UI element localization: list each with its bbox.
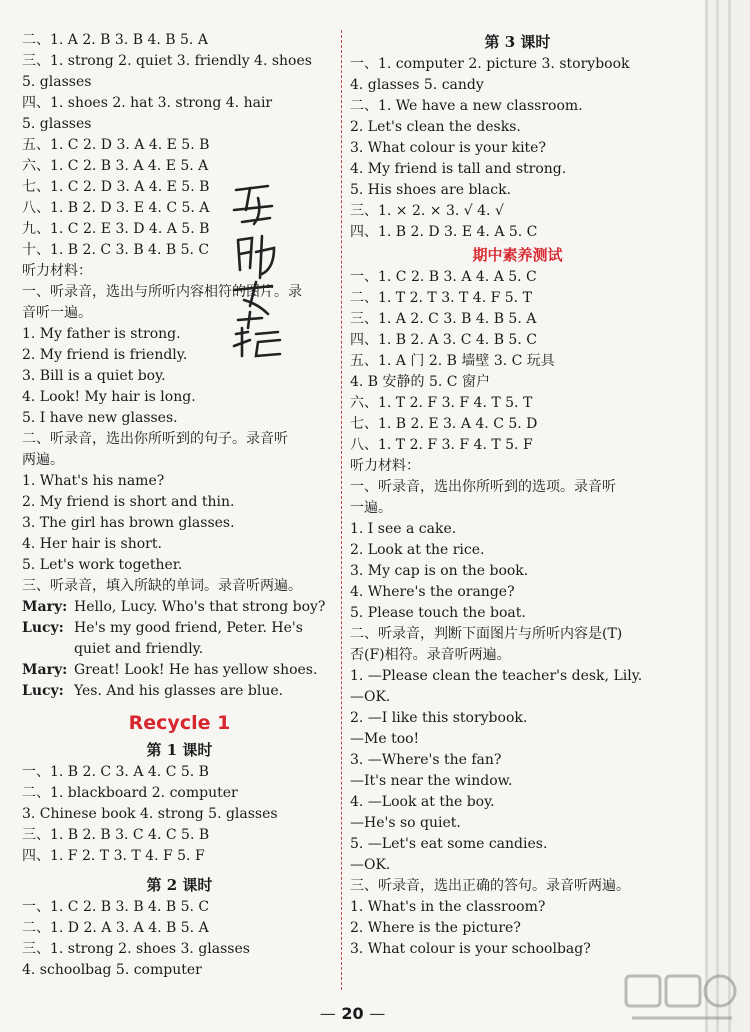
answer-line: 4. —Look at the boy.: [350, 794, 495, 810]
answer-line: 3. What colour is your schoolbag?: [350, 941, 591, 957]
answer-line: 3. My cap is on the book.: [350, 563, 529, 579]
answer-line: 一、听录音，选出与所听内容相符的图片。录: [22, 284, 302, 300]
answer-line: 5. Let's work together.: [22, 557, 183, 573]
dialog-speaker: Lucy:: [22, 683, 64, 699]
answer-line: 二、1. D 2. A 3. A 4. B 5. A: [22, 920, 209, 936]
answer-line: 3. —Where's the fan?: [350, 752, 502, 768]
watermark-logo-image: [622, 972, 742, 1028]
answer-line: 1. What's his name?: [22, 473, 165, 489]
dialog-speaker: Lucy:: [22, 620, 64, 636]
answer-line: 三、1. × 2. × 3. √ 4. √: [350, 203, 504, 219]
answer-line: 4. B 安静的 5. C 窗户: [350, 374, 490, 390]
answer-line: 1. —Please clean the teacher's desk, Lily.: [350, 668, 643, 684]
lesson-title: 第 2 课时: [146, 876, 213, 894]
dialog-speaker: Mary:: [22, 599, 68, 615]
answer-line: 5. I have new glasses.: [22, 410, 178, 426]
answer-line: 4. Look! My hair is long.: [22, 389, 196, 405]
answer-line: 4. Where's the orange?: [350, 584, 515, 600]
answer-line: 三、听录音，选出正确的答句。录音听两遍。: [350, 878, 630, 894]
dialog-line: [22, 597, 337, 618]
right-column: [350, 30, 685, 960]
answer-line: —Me too!: [350, 731, 420, 747]
answer-line: 1. My father is strong.: [22, 326, 181, 342]
dialog-line: [22, 681, 337, 702]
answer-line: 七、1. C 2. D 3. A 4. E 5. B: [22, 179, 210, 195]
left-column: [22, 30, 337, 981]
answer-line: 否(F)相符。录音听两遍。: [350, 647, 511, 663]
answer-line: 八、1. B 2. D 3. E 4. C 5. A: [22, 200, 210, 216]
answer-line: 二、听录音，选出你所听到的句子。录音听: [22, 431, 288, 447]
dialog-line: [22, 660, 337, 681]
answer-line: 2. Look at the rice.: [350, 542, 485, 558]
page-number-dash-left: —: [319, 1004, 336, 1023]
answer-line: 1. What's in the classroom?: [350, 899, 546, 915]
dialog-text: Yes. And his glasses are blue.: [74, 683, 284, 699]
answer-line: 5. glasses: [22, 116, 92, 132]
answer-line: 四、1. shoes 2. hat 3. strong 4. hair: [22, 95, 273, 111]
answer-line: 十、1. B 2. C 3. B 4. B 5. C: [22, 242, 210, 258]
page-number-value: 20: [341, 1004, 364, 1023]
answer-line: 2. Where is the picture?: [350, 920, 521, 936]
answer-line: 3. The girl has brown glasses.: [22, 515, 235, 531]
answer-line: 听力材料：: [350, 458, 420, 474]
answer-line: 2. Let's clean the desks.: [350, 119, 521, 135]
answer-line: 4. Her hair is short.: [22, 536, 162, 552]
answer-line: 5. Please touch the boat.: [350, 605, 526, 621]
answer-line: —OK.: [350, 857, 391, 873]
dialog-speaker: Mary:: [22, 662, 68, 678]
answer-line: 三、听录音，填入所缺的单词。录音听两遍。: [22, 578, 302, 594]
lesson-title: 第 1 课时: [146, 741, 213, 759]
answer-line: —He's so quiet.: [350, 815, 461, 831]
dialog-text: Hello, Lucy. Who's that strong boy?: [74, 599, 326, 615]
answer-line: 一、1. C 2. B 3. A 4. A 5. C: [350, 269, 537, 285]
lesson-title: 第 3 课时: [484, 33, 551, 51]
answer-line: 4. schoolbag 5. computer: [22, 962, 202, 978]
answer-line: 5. glasses: [22, 74, 92, 90]
answer-line: 4. My friend is tall and strong.: [350, 161, 567, 177]
answer-line: 2. My friend is short and thin.: [22, 494, 235, 510]
answer-line: 听力材料：: [22, 263, 92, 279]
answer-line: 三、1. B 2. B 3. C 4. C 5. B: [22, 827, 210, 843]
answer-line: 三、1. strong 2. quiet 3. friendly 4. shoes: [22, 53, 312, 69]
dialog-line: [22, 618, 337, 660]
answer-line: 3. Chinese book 4. strong 5. glasses: [22, 806, 278, 822]
page-number: [0, 1004, 705, 1023]
answer-line: 七、1. B 2. E 3. A 4. C 5. D: [350, 416, 538, 432]
answer-line: 四、1. B 2. D 3. E 4. A 5. C: [350, 224, 538, 240]
dialog-text: Great! Look! He has yellow shoes.: [74, 662, 318, 678]
answer-line: 一、1. computer 2. picture 3. storybook: [350, 56, 630, 72]
page-edge: [716, 0, 719, 1032]
answer-line: 二、1. blackboard 2. computer: [22, 785, 238, 801]
dialog-text: He's my good friend, Peter. He's quiet and friendly.: [74, 620, 303, 657]
answer-line: 五、1. A 门 2. B 墙壁 3. C 玩具: [350, 353, 555, 369]
answer-line: 1. I see a cake.: [350, 521, 457, 537]
answer-line: 六、1. C 2. B 3. A 4. E 5. A: [22, 158, 209, 174]
answer-line: 二、1. T 2. T 3. T 4. F 5. T: [350, 290, 532, 306]
answer-line: 一、1. B 2. C 3. A 4. C 5. B: [22, 764, 209, 780]
section-title: 期中素养测试: [472, 246, 563, 264]
answer-line: 二、1. We have a new classroom.: [350, 98, 583, 114]
answer-line: —It's near the window.: [350, 773, 513, 789]
answer-line: —OK.: [350, 689, 391, 705]
answer-line: 3. What colour is your kite?: [350, 140, 546, 156]
answer-line: 5. His shoes are black.: [350, 182, 512, 198]
answer-line: 三、1. strong 2. shoes 3. glasses: [22, 941, 250, 957]
answer-line: 三、1. A 2. C 3. B 4. B 5. A: [350, 311, 537, 327]
answer-line: 九、1. C 2. E 3. D 4. A 5. B: [22, 221, 210, 237]
answer-line: 一、1. C 2. B 3. B 4. B 5. C: [22, 899, 210, 915]
answer-line: 二、听录音，判断下面图片与所听内容是(T): [350, 626, 623, 642]
answer-line: 八、1. T 2. F 3. F 4. T 5. F: [350, 437, 533, 453]
answer-line: 3. Bill is a quiet boy.: [22, 368, 166, 384]
handwriting-signature-image: [228, 178, 288, 358]
answer-line: 2. —I like this storybook.: [350, 710, 528, 726]
answer-line: 4. glasses 5. candy: [350, 77, 484, 93]
answer-line: 四、1. F 2. T 3. T 4. F 5. F: [22, 848, 205, 864]
page-edge: [705, 0, 708, 1032]
answer-line: 六、1. T 2. F 3. F 4. T 5. T: [350, 395, 533, 411]
answer-line: 一、听录音，选出你所听到的选项。录音听: [350, 479, 616, 495]
page-number-dash-right: —: [369, 1004, 386, 1023]
answer-line: 5. —Let's eat some candies.: [350, 836, 548, 852]
page-edge: [728, 0, 731, 1032]
answer-line: 二、1. A 2. B 3. B 4. B 5. A: [22, 32, 208, 48]
answer-line: 五、1. C 2. D 3. A 4. E 5. B: [22, 137, 210, 153]
answer-line: 音听一遍。: [22, 305, 92, 321]
unit-title: Recycle 1: [128, 712, 231, 734]
answer-line: 2. My friend is friendly.: [22, 347, 188, 363]
answer-line: 两遍。: [22, 452, 64, 468]
answer-line: 四、1. B 2. A 3. C 4. B 5. C: [350, 332, 537, 348]
column-divider: [341, 30, 342, 990]
answer-line: 一遍。: [350, 500, 392, 516]
